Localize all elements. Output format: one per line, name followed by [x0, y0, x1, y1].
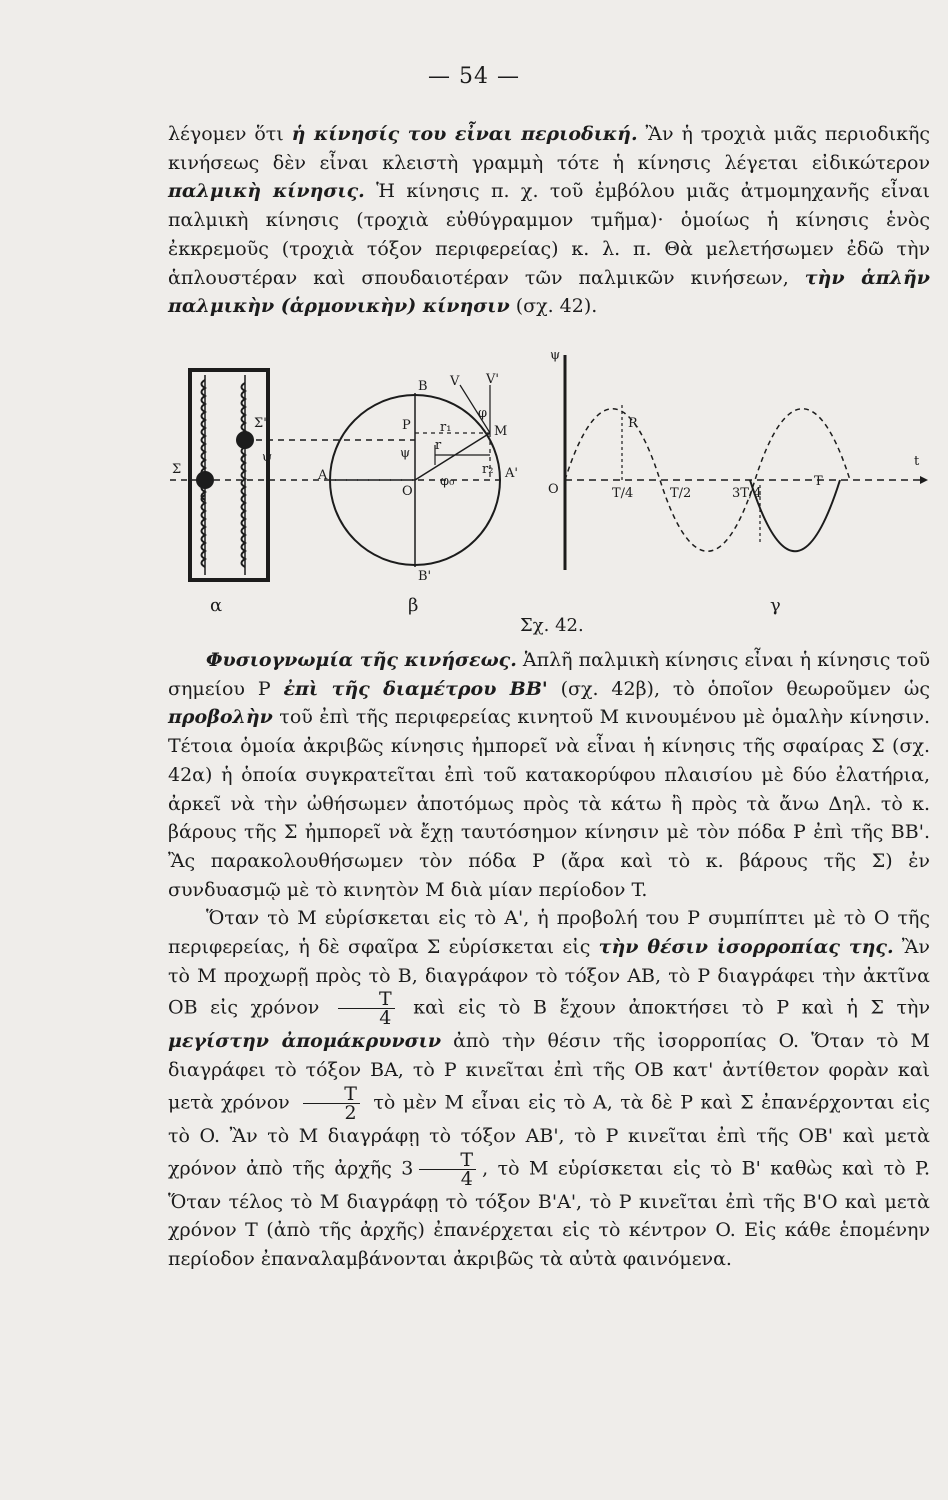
sublabel-alpha: α: [210, 595, 223, 616]
emphasis-simple-harmonic: τὴν ἁπλῆν παλμικὴν (ἁρμονικὴν) κίνησιν: [168, 266, 930, 318]
text-run: , τὸ M εὑρίσκεται εἰς τὸ B' καθὼς καὶ τὸ P. Ὅταν τέλος τὸ M διαγράφῃ τὸ τόξον B'A', τὸ P κινεῖται ἐπὶ τῆς B'O καὶ μετὰ χρόνον T (ἀπὸ τῆς ἀρχῆς) ἐπανέρχεται εἰς τὸ κέντρον O. Εἰς κάθε ἑπομένην περίοδον ἐπαναλαμβάνονται ἀκριβῶς τὰ αὐτὰ φαινόμενα.: [168, 1157, 930, 1270]
label-g-T4: T/4: [612, 486, 634, 501]
label-b-phi: φ: [478, 406, 488, 421]
fraction-t-over-2: $\frac{T}{2}$: [303, 1085, 360, 1122]
sublabel-gamma: γ: [770, 595, 781, 616]
text-run: λέγομεν ὅτι: [168, 123, 292, 145]
label-b-A: A: [318, 468, 328, 483]
label-g-T2: T/2: [670, 486, 692, 501]
paragraph-motion-description: [168, 904, 930, 1273]
label-b-O: O: [402, 484, 413, 499]
fraction-3t-over-4: $\frac{T}{4}$: [419, 1151, 476, 1188]
emphasis-max-displacement: μεγίστην ἀπομάκρυνσιν: [168, 1030, 442, 1053]
label-b-Aprime: A': [505, 466, 518, 481]
figure-caption: Σχ. 42.: [520, 615, 584, 636]
paragraph-physiognomy: [168, 646, 930, 1274]
label-g-O: O: [548, 482, 559, 497]
label-g-T: T: [814, 474, 823, 489]
page-number: — 54 —: [428, 64, 520, 89]
label-b-V: V: [450, 374, 460, 389]
text-run: τοῦ ἐπὶ τῆς περιφερείας κινητοῦ M κινουμένου μὲ ὁμαλὴν κίνησιν. Τέτοια ὁμοία ἀκριβῶς κίνησις ἠμπορεῖ νὰ εἶναι ἡ κίνησις τῆς σφαίρας Σ (σχ. 42α) ἡ ὁποία συγκρατεῖται ἐπὶ τοῦ κατακορύφου πλαισίου μὲ δύο ἐλατήρια, ἀρκεῖ νὰ τὴν ὠθήσωμεν ἀποτόμως πρὸς τὰ κάτω ἢ πρὸς τὰ ἄνω Δηλ. τὸ κ. βάρους τῆς Σ ἠμπορεῖ νὰ ἔχῃ ταυτόσημον κίνησιν μὲ τὸν πόδα P ἐπὶ τῆς BB'. Ἂς παρακολουθήσωμεν τὸν πόδα P (ἄρα καὶ τὸ κ. βάρους τῆς Σ) ἐν συνδυασμῷ μὲ τὸ κινητὸν M διὰ μίαν περίοδον T.: [168, 706, 930, 901]
figure-42: [150, 345, 940, 645]
radius-om: [415, 433, 490, 480]
text-run: τὸ μὲν M εἶναι εἰς τὸ A, τὰ δὲ P καὶ Σ ἐπανέρχονται εἰς τὸ O. Ἂν τὸ M διαγράφῃ τὸ τόξον AB', τὸ P κινεῖται ἐπὶ τῆς OB' καὶ μετὰ χρόνον ἀπὸ τῆς ἀρχῆς 3: [168, 1091, 930, 1180]
label-g-T34: 3T/4: [732, 486, 762, 501]
text-run: Ἂν τὸ M προχωρῇ πρὸς τὸ B, διαγράφον τὸ τόξον AB, τὸ P διαγράφει τὴν ἀκτῖνα OB εἰς χρόνον: [168, 936, 930, 1019]
label-b-M: M: [494, 424, 508, 439]
sublabel-beta: β: [408, 595, 419, 616]
text-run: (σχ. 42).: [509, 295, 598, 318]
label-b-Bprime: B': [418, 569, 432, 584]
emphasis-projection: προβολὴν: [168, 706, 273, 729]
label-g-psi: ψ: [550, 348, 561, 363]
sine-solid-trough: [750, 480, 840, 551]
label-b-P: P: [402, 418, 411, 433]
section-heading: Φυσιογνωμία τῆς κινήσεως.: [206, 649, 517, 671]
label-b-B: B: [418, 379, 428, 394]
label-a-sigma: Σ: [172, 462, 182, 477]
text-run: (σχ. 42β), τὸ ὁποῖον θεωροῦμεν ὡς: [547, 677, 930, 700]
emphasis-equilibrium: τὴν θέσιν ἰσορροπίας της.: [598, 936, 894, 959]
text-run: Ἁπλῆ παλμικὴ κίνησις εἶναι ἡ κίνησις τοῦ σημείου P: [168, 649, 930, 700]
label-b-r2: r₂: [482, 462, 494, 477]
label-a-psi: ψ: [262, 450, 273, 465]
emphasis-oscillatory: παλμικὴ κίνησις.: [168, 180, 365, 203]
emphasis-periodic: ἡ κίνησίς του εἶναι περιοδική.: [291, 123, 638, 145]
figure-diagram: [150, 345, 940, 615]
label-g-t: t: [914, 454, 920, 469]
label-b-psi: ψ: [400, 446, 411, 461]
text-run: ἀπὸ τὴν θέσιν τῆς ἰσορροπίας O. Ὅταν τὸ M διαγράφει τὸ τόξον BA, τὸ P κινεῖται ἐπὶ τῆς OB κατ' ἀντίθετον φορὰν καὶ μετὰ χρόνον: [168, 1030, 930, 1114]
label-b-phi0: φ₀: [440, 474, 455, 489]
label-b-r1: r₁: [440, 420, 452, 435]
emphasis-diameter: ἐπὶ τῆς διαμέτρου BB': [283, 677, 548, 700]
text-run: Ἡ κίνησις π. χ. τοῦ ἐμβόλου μιᾶς ἀτμομηχανῆς εἶναι παλμικὴ κίνησις (τροχιὰ εὐθύγραμμον τμῆμα)· ὁμοίως ἡ κίνησις ἑνὸς ἐκκρεμοῦς (τροχιὰ τόξον περιφερείας) κ. λ. π. Θὰ μελετήσωμεν ἐδῶ τὴν ἁπλουστέραν καὶ σπουδαιοτέραν τῶν παλμικῶν κινήσεων,: [168, 180, 930, 289]
label-b-Vprime: V': [486, 372, 499, 387]
text-run: Ὅταν τὸ M εὑρίσκεται εἰς τὸ A', ἡ προβολή του P συμπίπτει μὲ τὸ O τῆς περιφερείας, ἡ δὲ σφαῖρα Σ εὑρίσκεται εἰς: [168, 907, 930, 959]
paragraph-intro: [168, 120, 930, 321]
label-a-sigma-prime: Σ': [254, 416, 267, 431]
spring-lower-right: [242, 455, 246, 567]
text-run: Ἂν ἡ τροχιὰ μιᾶς περιοδικῆς κινήσεως δὲν εἶναι κλειστὴ γραμμὴ τότε ἡ κίνησις λέγεται εἰδικώτερον: [168, 123, 930, 174]
label-g-R: R: [628, 416, 638, 431]
label-b-r: r: [435, 438, 442, 453]
fraction-t-over-4: $\frac{T}{4}$: [338, 990, 395, 1027]
text-run: καὶ εἰς τὸ B ἔχουν ἀποκτήσει τὸ P καὶ ἡ Σ τὴν: [400, 996, 930, 1019]
